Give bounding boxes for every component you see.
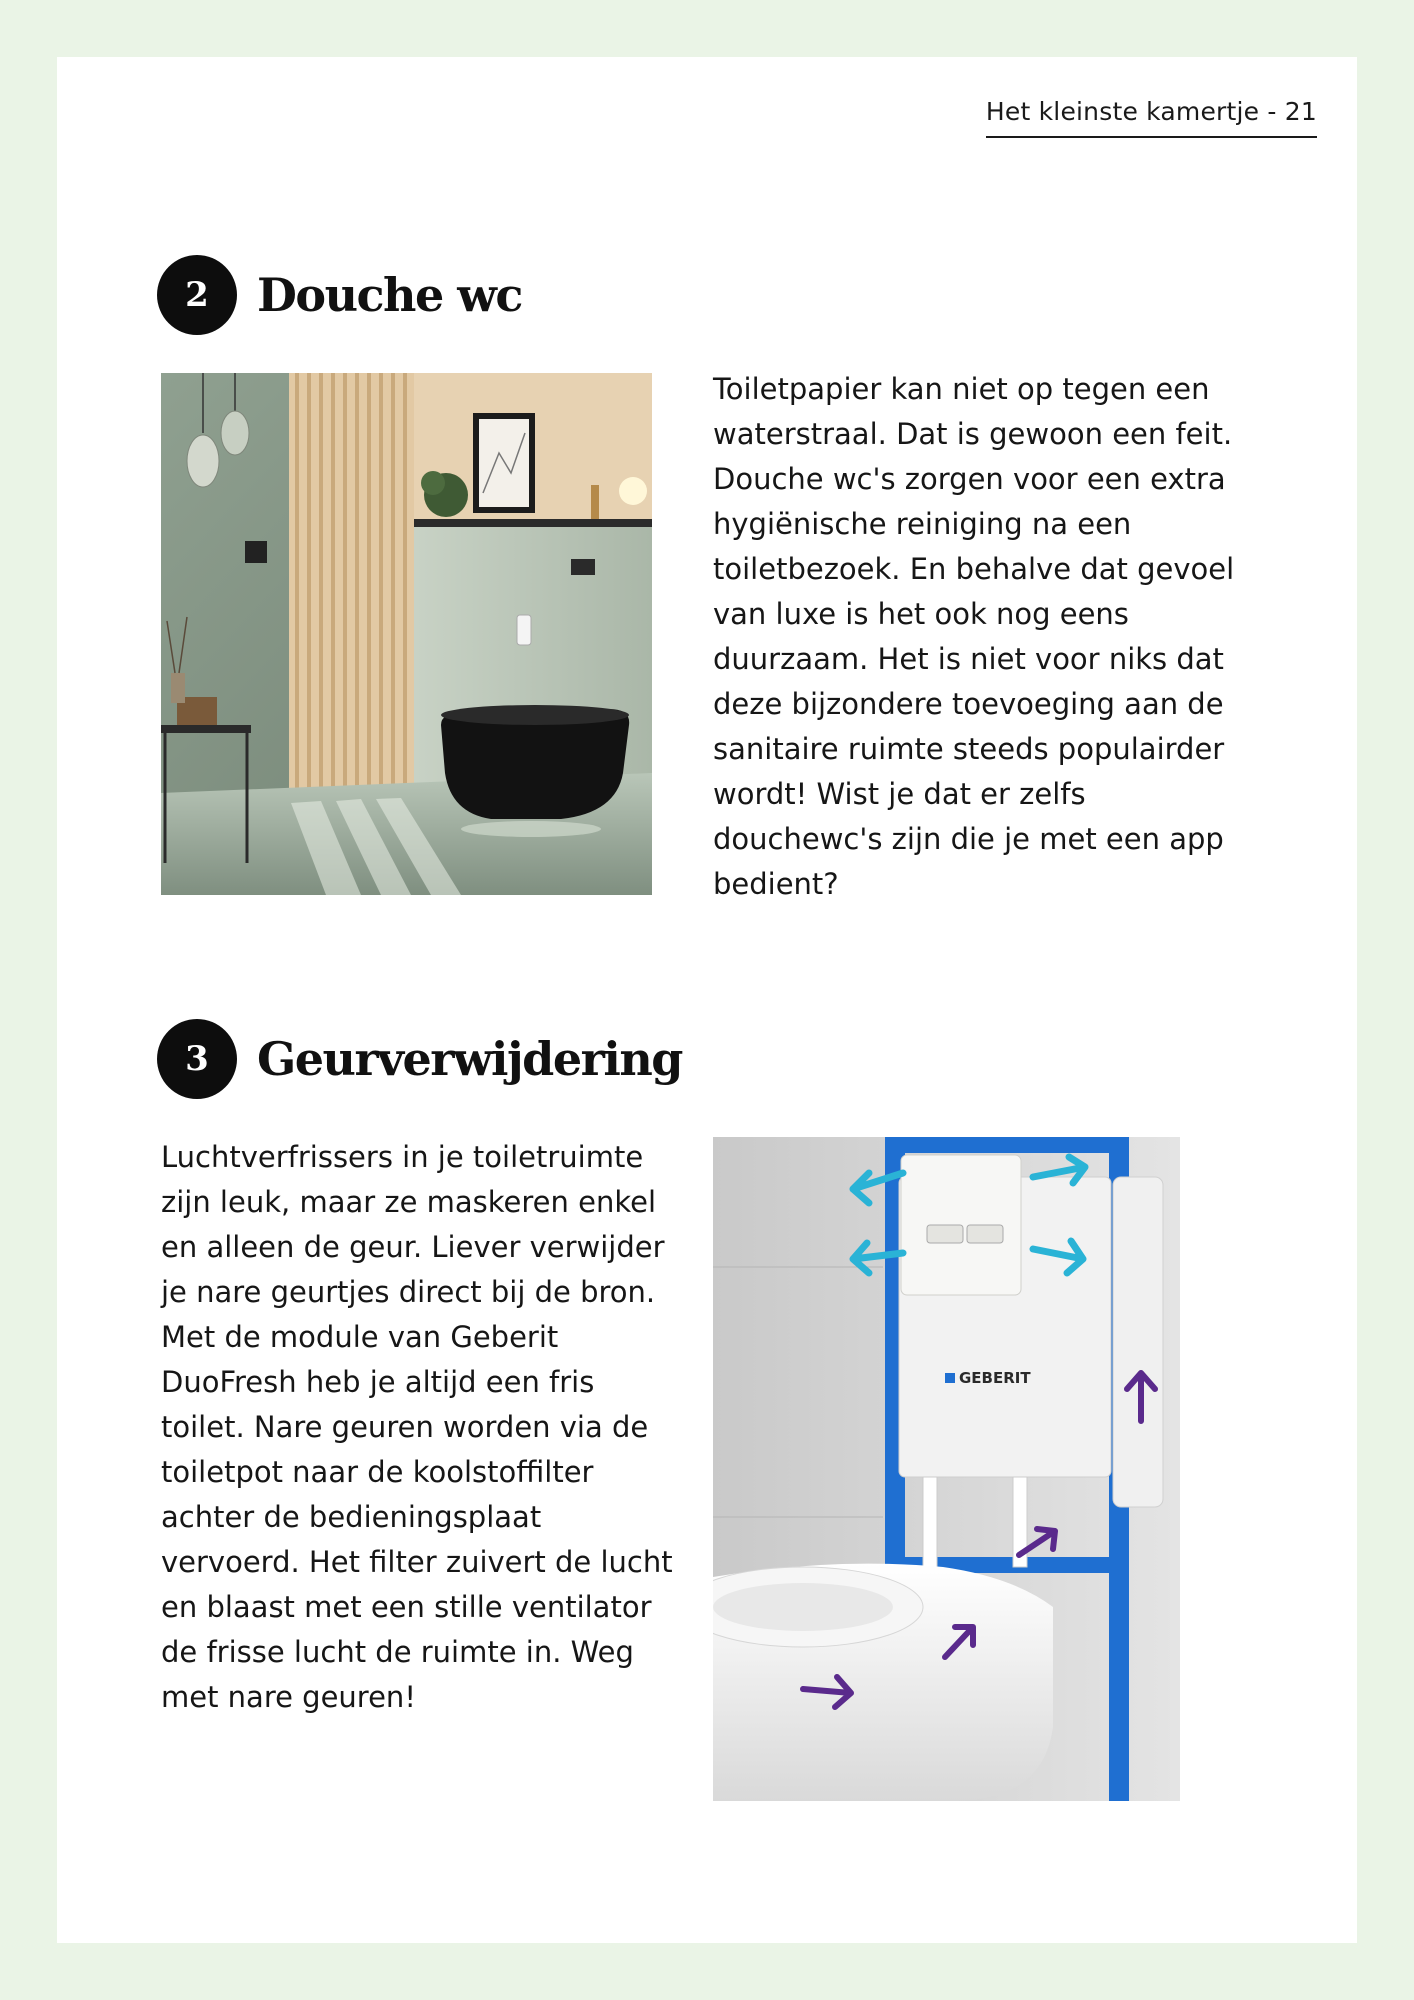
running-header: Het kleinste kamertje - 21 bbox=[986, 97, 1317, 138]
page bbox=[57, 57, 1357, 1943]
section-body-geurverwijdering bbox=[161, 1135, 681, 1720]
section-heading-douche-wc bbox=[157, 255, 522, 335]
geberit-duofresh-photo bbox=[713, 1137, 1180, 1801]
geberit-logo-text: GEBERIT bbox=[959, 1369, 1031, 1387]
section-body-text: Luchtverfrissers in je toiletruimte zijn leuk, maar ze maskeren enkel en alleen de geur. Liever verwijder je nare geurtjes direct bij de bron. Met de module van Geberit DuoFresh heb je altijd een fris toilet. Nare geuren worden via de toiletpot naar de koolstoffilter achter de bedieningsplaat vervoerd. Het filter zuivert de lucht en blaast met een stille ventilator de frisse lucht de ruimte in. Weg met nare geuren! bbox=[161, 1140, 673, 1714]
section-number-badge: 3 bbox=[157, 1019, 237, 1099]
section-title: Geurverwijdering bbox=[257, 1032, 682, 1086]
section-number-badge: 2 bbox=[157, 255, 237, 335]
section-body-text: Toiletpapier kan niet op tegen een waterstraal. Dat is gewoon een feit. Douche wc's zorgen voor een extra hygiënische reiniging na een toiletbezoek. En behalve dat gevoel van luxe is het ook nog eens duurzaam. Het is niet voor niks dat deze bijzondere toevoeging aan de sanitaire ruimte steeds populairder wordt! Wist je dat er zelfs douchewc's zijn die je met een app bedient? bbox=[713, 372, 1235, 901]
section-heading-geurverwijdering bbox=[157, 1019, 682, 1099]
shower-toilet-photo bbox=[161, 373, 652, 895]
section-title: Douche wc bbox=[257, 268, 522, 322]
section-body-douche-wc bbox=[713, 367, 1253, 907]
